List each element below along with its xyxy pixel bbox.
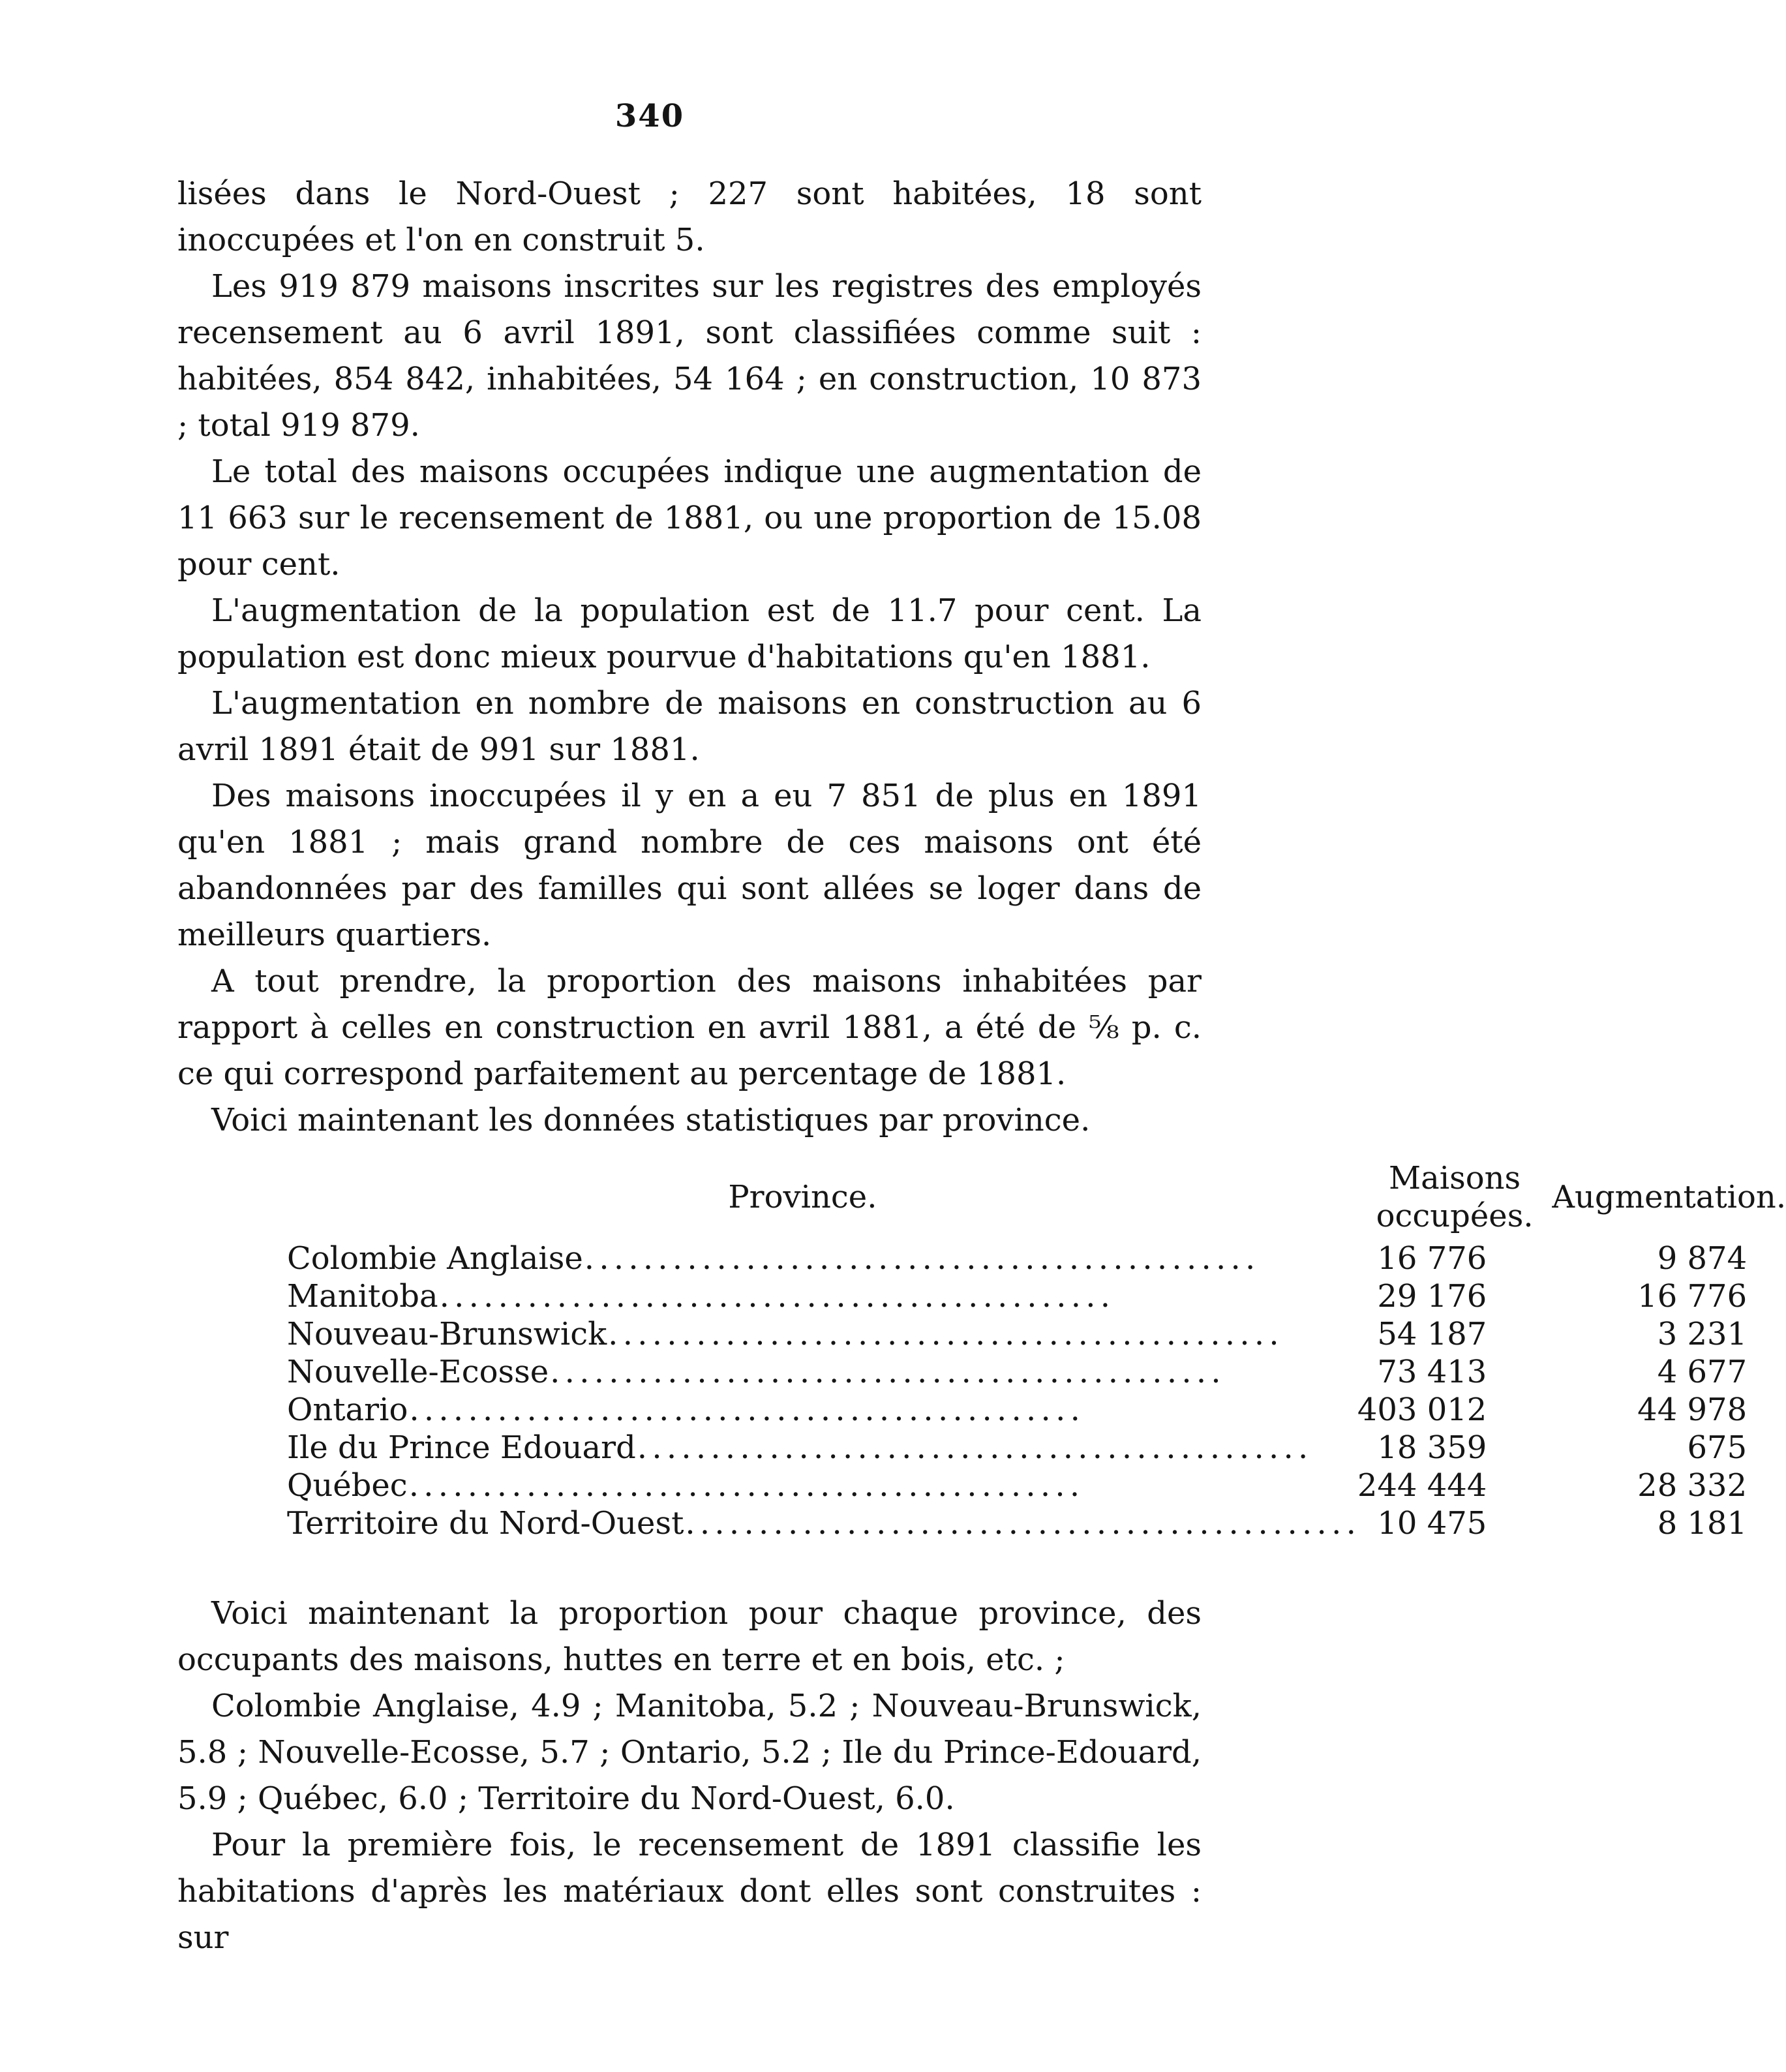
table-row	[287, 1391, 1786, 1429]
paragraph-continued: lisées dans le Nord-Ouest ; 227 sont habitées, 18 sont inoccupées et l'on en construit 5.	[177, 175, 1202, 258]
dot-leader	[685, 1504, 1353, 1542]
increase-value: 44 978	[1637, 1392, 1748, 1428]
dot-leader	[584, 1240, 1354, 1277]
dot-leader	[409, 1467, 1354, 1504]
table-row	[287, 1504, 1786, 1542]
paragraph-occupants-intro: Voici maintenant la proportion pour chaque province, des occupants des maisons, huttes en terre et en bois, etc. ;	[177, 1595, 1202, 1678]
header-occupied-line2: occupées.	[1376, 1198, 1534, 1234]
paragraph-materials: Pour la première fois, le recensement de 1891 classifie les habitations d'après les matériaux dont elles sont construites : sur	[177, 1827, 1202, 1956]
province-name: Nouvelle-Ecosse	[287, 1354, 549, 1390]
paragraph-table-intro: Voici maintenant les données statistiques par province.	[211, 1102, 1091, 1138]
occupied-value: 18 359	[1377, 1429, 1487, 1466]
province-name: Ile du Prince Edouard	[287, 1429, 636, 1466]
paragraph-occupants-list: Colombie Anglaise, 4.9 ; Manitoba, 5.2 ; Nouveau-Brunswick, 5.8 ; Nouvelle-Ecosse, 5.7 ; Ontario, 5.2 ; Ile du Prince-Edouard, 5.9 ; Québec, 6.0 ; Territoire du Nord-Ouest, 6.0.	[177, 1688, 1202, 1817]
table-row	[287, 1315, 1786, 1353]
occupied-value: 403 012	[1357, 1392, 1487, 1428]
occupied-value: 16 776	[1377, 1240, 1487, 1277]
dot-leader	[608, 1315, 1354, 1353]
province-name: Ontario	[287, 1392, 408, 1428]
paragraph-house-count: Les 919 879 maisons inscrites sur les registres des employés recensement au 6 avril 1891, sont classifiées comme suit : habitées, 854 842, inhabitées, 54 164 ; en construction, 10 873 ; total 919 879.	[177, 268, 1202, 444]
dot-leader	[637, 1429, 1354, 1467]
header-occupied	[1357, 1155, 1552, 1240]
increase-value: 3 231	[1657, 1316, 1748, 1352]
paragraph-occupied-increase: Le total des maisons occupées indique une augmentation de 11 663 sur le recensement de 1881, ou une proportion de 15.08 pour cent.	[177, 453, 1202, 583]
increase-value: 9 874	[1657, 1240, 1748, 1277]
increase-value: 4 677	[1657, 1354, 1748, 1390]
table-row	[287, 1429, 1786, 1467]
header-province: Province.	[728, 1179, 877, 1215]
table-row	[287, 1240, 1786, 1277]
paragraph-population-increase: L'augmentation de la population est de 11.7 pour cent. La population est donc mieux pourvue d'habitations qu'en 1881.	[177, 592, 1202, 675]
table-header-row	[287, 1155, 1786, 1240]
increase-value: 28 332	[1637, 1467, 1748, 1504]
province-name: Manitoba	[287, 1278, 438, 1315]
occupied-value: 10 475	[1377, 1505, 1487, 1542]
page-number: 340	[614, 98, 685, 134]
paragraph-unoccupied: Des maisons inoccupées il y en a eu 7 851 de plus en 1891 qu'en 1881 ; mais grand nombre de ces maisons ont été abandonnées par des familles qui sont allées se loger dans de meilleurs quartiers.	[177, 778, 1202, 953]
table-row	[287, 1353, 1786, 1391]
table-row	[287, 1277, 1786, 1315]
header-increase: Augmentation.	[1552, 1179, 1786, 1215]
increase-value: 16 776	[1637, 1278, 1748, 1315]
province-name: Colombie Anglaise	[287, 1240, 583, 1277]
province-name: Québec	[287, 1467, 408, 1504]
province-name: Nouveau-Brunswick	[287, 1316, 607, 1352]
occupied-value: 54 187	[1377, 1316, 1487, 1352]
occupied-value: 73 413	[1377, 1354, 1487, 1390]
body-text-bottom	[177, 1591, 1202, 1961]
paragraph-construction-increase: L'augmentation en nombre de maisons en construction au 6 avril 1891 était de 991 sur 1881.	[177, 685, 1202, 768]
province-name: Territoire du Nord-Ouest	[287, 1505, 684, 1542]
occupied-value: 244 444	[1357, 1467, 1487, 1504]
occupied-value: 29 176	[1377, 1278, 1487, 1315]
dot-leader	[409, 1391, 1353, 1429]
header-occupied-line1: Maisons	[1388, 1160, 1521, 1196]
increase-value: 8 181	[1657, 1505, 1748, 1542]
increase-value: 675	[1687, 1429, 1748, 1466]
paragraph-proportion: A tout prendre, la proportion des maisons inhabitées par rapport à celles en construction en avril 1881, a été de ⅝ p. c. ce qui correspond parfaitement au percentage de 1881.	[177, 963, 1202, 1092]
dot-leader	[550, 1353, 1354, 1391]
table-row	[287, 1467, 1786, 1504]
body-text-top	[177, 171, 1202, 1144]
dot-leader	[440, 1277, 1354, 1315]
province-stats-table	[287, 1155, 1786, 1542]
